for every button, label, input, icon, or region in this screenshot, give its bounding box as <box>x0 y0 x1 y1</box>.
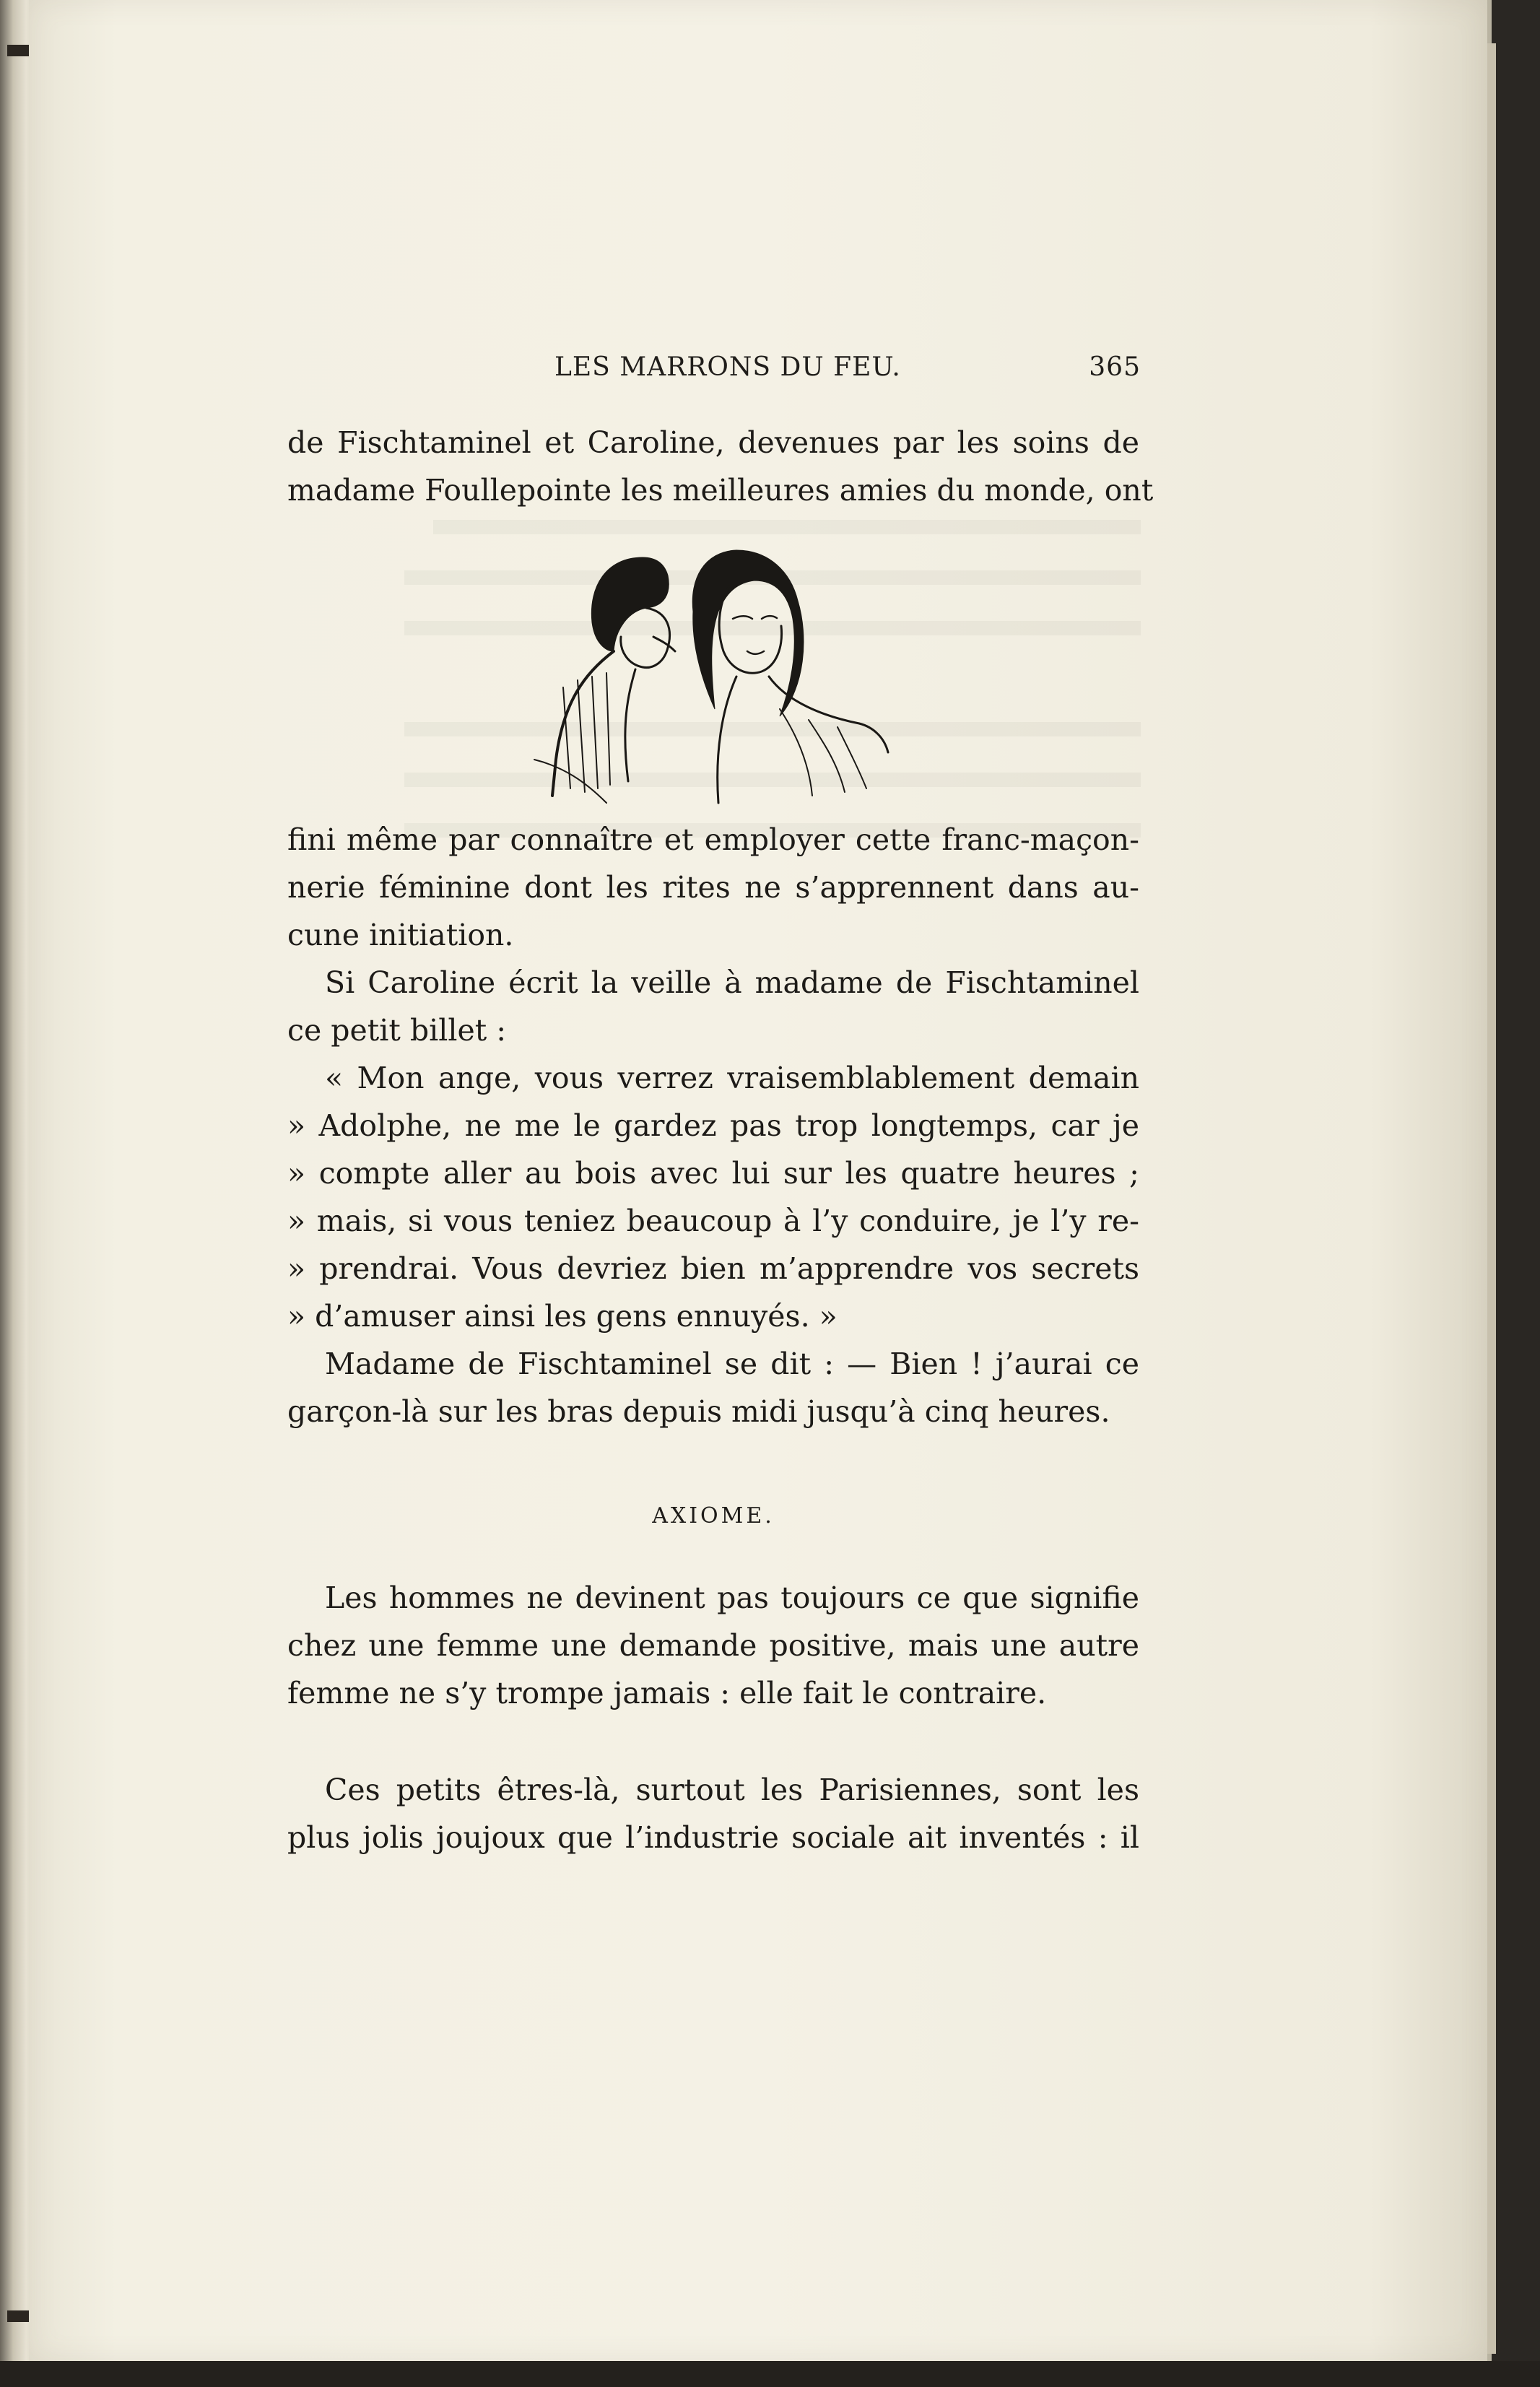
text-line: Si Caroline écrit la veille à madame de Fischtaminel <box>325 965 1139 1000</box>
text-line: ce petit billet : <box>287 1013 507 1048</box>
text-line: Ces petits êtres-là, surtout les Parisiennes, sont les <box>325 1773 1139 1807</box>
right-figure-shoulders <box>718 677 888 803</box>
paragraph-block-4 <box>287 1766 1139 1861</box>
text-line: » d’amuser ainsi les gens ennuyés. » <box>287 1299 838 1334</box>
text-line: madame Foullepointe les meilleures amies du monde, ont <box>287 473 1154 508</box>
right-figure-face <box>719 586 781 673</box>
text-line: » Adolphe, ne me le gardez pas trop longtemps, car je <box>287 1108 1139 1143</box>
right-figure-hair <box>692 550 804 716</box>
text-line: » compte aller au bois avec lui sur les quatre heures ; <box>287 1156 1139 1191</box>
right-figure-mouth <box>747 651 764 654</box>
left-figure-hair <box>591 557 669 651</box>
paragraph-block-1 <box>287 419 1154 514</box>
text-line: chez une femme une demande positive, mais une autre <box>287 1628 1139 1663</box>
text-line: » mais, si vous teniez beaucoup à l’y conduire, je l’y re- <box>287 1204 1139 1238</box>
running-head <box>289 352 1141 396</box>
scan-bottom-band <box>0 2361 1540 2387</box>
section-heading: AXIOME. <box>652 1503 775 1529</box>
text-line: » prendrai. Vous devriez bien m’apprendre vos secrets <box>287 1251 1139 1286</box>
left-figure-hand <box>653 637 675 651</box>
paragraph-block-2 <box>287 816 1139 1435</box>
engraving-two-women-whispering-icon <box>520 543 895 810</box>
text-line: « Mon ange, vous verrez vraisemblablement demain <box>325 1061 1139 1095</box>
text-line: Madame de Fischtaminel se dit : — Bien ! j’aurai ce <box>325 1347 1139 1381</box>
text-line: fini même par connaître et employer cette franc-maçon- <box>287 822 1139 857</box>
text-line: Les hommes ne devinent pas toujours ce que signifie <box>325 1581 1139 1615</box>
text-line: de Fischtaminel et Caroline, devenues par les soins de <box>287 425 1139 460</box>
text-line: cune initiation. <box>287 918 514 952</box>
page-right-edge <box>1487 43 1496 2354</box>
text-line: plus jolis joujoux que l’industrie sociale ait inventés : il <box>287 1820 1139 1855</box>
running-title: LES MARRONS DU FEU. <box>554 352 901 382</box>
page-number: 365 <box>1089 352 1141 382</box>
left-figure-shoulder <box>625 669 635 781</box>
text-line: femme ne s’y trompe jamais : elle fait le contraire. <box>287 1676 1047 1710</box>
text-line: nerie féminine dont les rites ne s’apprennent dans au- <box>287 870 1139 905</box>
text-line: garçon-là sur les bras depuis midi jusqu’à cinq heures. <box>287 1394 1110 1429</box>
paragraph-block-3 <box>287 1574 1139 1717</box>
right-figure-eyes <box>733 616 777 619</box>
